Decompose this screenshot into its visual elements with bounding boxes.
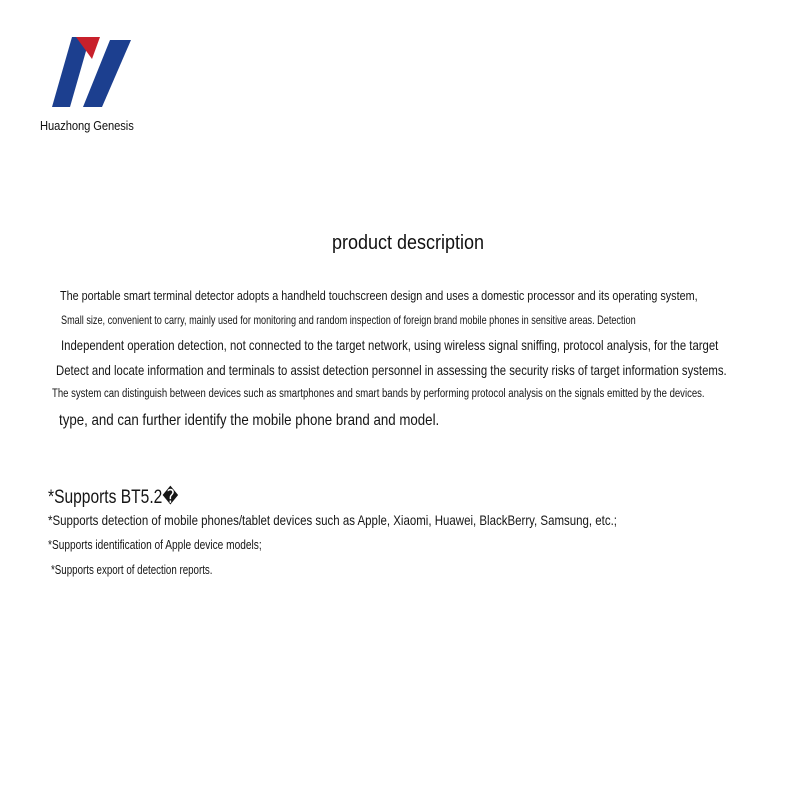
description-line: type, and can further identify the mobile phone brand and model. xyxy=(59,412,440,429)
description-line: The system can distinguish between devices such as smartphones and smart bands by performing protocol analysis on the signals emitted by the devices. xyxy=(52,388,705,400)
feature-item: *Supports detection of mobile phones/tablet devices such as Apple, Xiaomi, Huawei, BlackBerry, Samsung, etc.; xyxy=(48,512,617,528)
feature-item: *Supports export of detection reports. xyxy=(51,562,213,577)
description-line: Small size, convenient to carry, mainly used for monitoring and random inspection of foreign brand mobile phones in sensitive areas. Detection xyxy=(61,313,636,327)
section-title: product description xyxy=(331,232,485,254)
brand-name: Huazhong Genesis xyxy=(40,118,134,133)
brand-logo-icon xyxy=(52,37,132,107)
feature-item: *Supports BT5.2� xyxy=(48,487,179,508)
feature-item: *Supports identification of Apple device models; xyxy=(48,537,262,552)
description-line: The portable smart terminal detector adopts a handheld touchscreen design and uses a domestic processor and its operating system, xyxy=(60,288,698,303)
description-line: Independent operation detection, not connected to the target network, using wireless signal sniffing, protocol analysis, for the target xyxy=(61,337,719,353)
description-line: Detect and locate information and terminals to assist detection personnel in assessing the security risks of target information systems. xyxy=(56,362,727,378)
